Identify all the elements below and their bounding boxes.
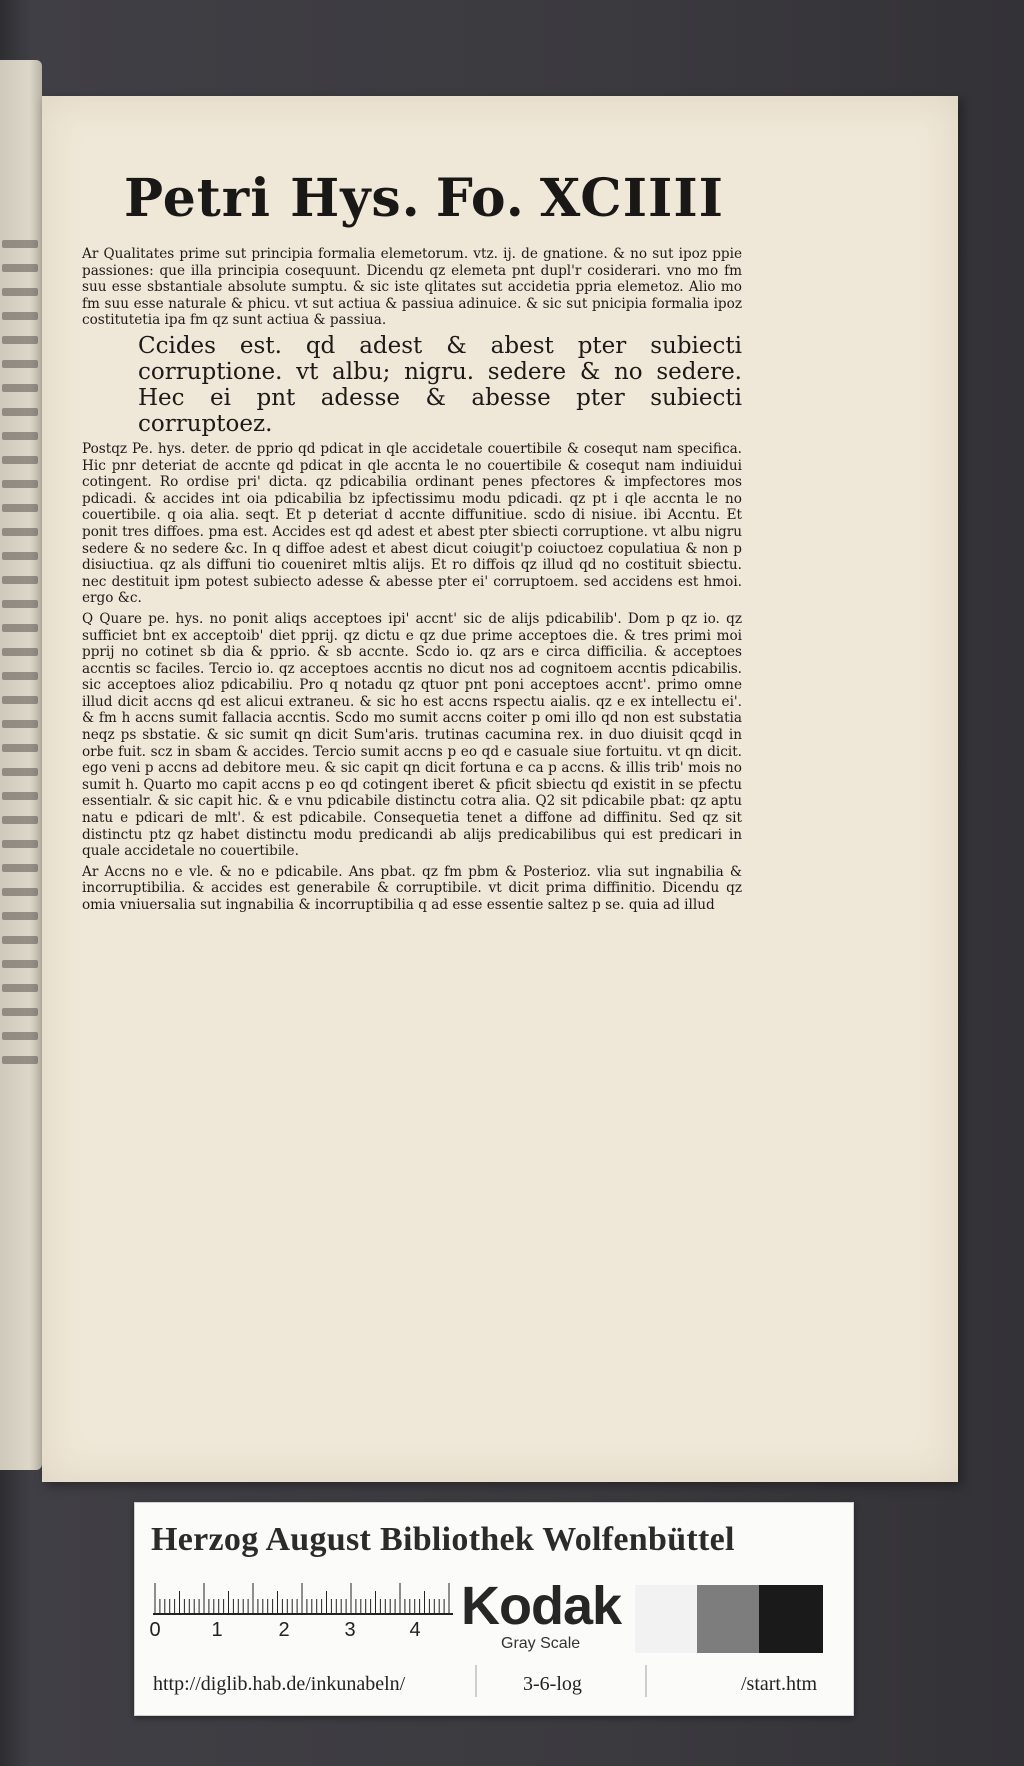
previous-page-edge (0, 60, 42, 1470)
url-base: http://diglib.hab.de/inkunabeln/ (153, 1673, 406, 1695)
body-text (82, 246, 742, 918)
color-target-card (134, 1502, 854, 1716)
url-divider (645, 1665, 647, 1697)
paragraph-postquam: Postqz Pe. hys. deter. de pprio qd pdicat in qle accidetale couertibile & cosequt nam specifica. Hic pnr deteriat de accnte qd pdicat in qle accnta le no couertibile & cosequt nam indiuidui cotingent. Ro ordise pri' dicta. qz pdicabilia ordinant penes pfectores & impfectores mos pdicadi. & accides int oia pdicabilia bz ipfectissimu modu pdicadi. qz pt i qle accnta le no couertibile. q oia alia. seqt. Et p deteriat d accnte diffunitiue. scdo di nisiue. ibi Accntu. Et ponit tres diffoes. pma est. Accides est qd adest et abest pter sbiecti corruptione. vt albu nigru sedere & no sedere &c. In q diffoe adest et abest dicut coiugit'p coiuctoez copulatiua & non p disiuctiua. qz als diffuni tio coueniret mltis alijs. Et ro diffois qz illud qd no costituit sbiectu. nec destituit ipm potest subiecto adesse & abesse pter ei' corruptoem. sed accidens est hmoi. ergo &c. (82, 440, 742, 607)
ruler-number: 3 (344, 1619, 356, 1641)
url-row (151, 1665, 841, 1701)
lemma-accidens: Ccides est. qd adest & abest pter subiecti corruptione. vt albu; nigru. sedere & no sedere. Hec ei pnt adesse & abesse pter subiecti corruptoez. (138, 332, 742, 437)
running-head-title: Petri Hys. (124, 168, 421, 229)
ruler-numbers (149, 1619, 453, 1641)
paragraph-quare: Q Quare pe. hys. no ponit aliqs acceptoes ipi' accnt' sic de alijs pdicabilib'. Dom p qz io. qz sufficiet bnt ex acceptoib' diet pprij. qz dictu e qz due prime acceptoes die. & tres primi moi pprij no cotinet sb dia & pprio. & sb accnte. Scdo io. qz ars e circa difficilia. & acceptoes accntis sc faciles. Tercio io. qz acceptoes accntis no dicut nos ad cognitoem accntis pdicabilis. sic acceptoes alioz pdicabiliu. Pro q notadu qz qtuor pnt poni acceptoes accnt'. primo omne illud dicit accns qd est alicui extraneu. & sic ho est accns rspectu aialis. qz e ex intellectu ei'. & fm h accns sumit fallacia accntis. Scdo mo sumit accns coiter p omi illo qd non est substatia neqz ps sbstatie. & sic sumit qn dicit Sum'aris. trutinas cacumina rex. in duo diuisit qcqd in orbe fuit. scz in sbam & accides. Tercio sumit accns p eo qd e casuale siue fortuitu. vt qn dicit. ego veni p accns ad debitore meu. & sic capit qn dicit fortuna e ca p accns. & illis trib' mois no sumit h. Quarto mo capit accns p eo qd cotingent iberet & pficit sbiectu qd existit in se pfectu essentialr. & sic capit hic. & e vnu pdicabile distinctu cotra alia. Q2 sit pdicabile pbat: qz aptu natu e pdicari de mlt'. & est pdicabile. Consequetia tenet a diffone ad diffinitu. Sed qz sit distinctu ptz qz habet distinctu modu predicandi ab alijs predicabilibus qui est predicari in quale accidetale no couertibile. (82, 610, 742, 860)
library-title: Herzog August Bibliothek Wolfenbüttel (151, 1521, 735, 1558)
ruler-number: 4 (409, 1619, 421, 1641)
folio-number: XCIIII (539, 168, 724, 229)
running-header (124, 168, 724, 229)
gray-scale-label: Gray Scale (501, 1635, 581, 1652)
white-patch (635, 1585, 697, 1653)
folio-abbreviation: Fo. (435, 168, 525, 229)
kodak-logo: Kodak (461, 1576, 622, 1636)
mid-gray-patch (697, 1585, 759, 1653)
ruler-number: 0 (149, 1619, 161, 1641)
black-patch (759, 1585, 823, 1653)
url-end: /start.htm (741, 1673, 818, 1695)
ruler-ticks (153, 1581, 453, 1613)
url-divider (475, 1665, 477, 1697)
url-identifier: 3-6-log (523, 1673, 582, 1695)
measurement-ruler (153, 1581, 453, 1615)
ruler-number: 2 (278, 1619, 290, 1641)
manuscript-page (42, 96, 958, 1482)
paragraph-qualitates: Ar Qualitates prime sut principia formalia elemetorum. vtz. ij. de gnatione. & no sut ipoz ppie passiones: que illa principia cosequunt. Dicendu qz elemeta pnt dupl'r cosiderari. vno mo fm suu esse sbstantiale absolute sumptu. & sic iste qlitates sut accidetia ppria elemetoz. Alio mo fm suu esse naturale & phicu. vt sut actiua & passiua adinuice. & sic sut pnicipia formalia ipoz costitutetia ipa fm qz sunt actiua & passiua. (82, 246, 742, 329)
paragraph-accns: Ar Accns no e vle. & no e pdicabile. Ans pbat. qz fm pbm & Posterioz. vlia sut ingnabilia & incorruptibilia. & accides est generabile & corruptibile. vt dicit prima diffinitio. Dicendu qz omia vniuersalia sut ingnabilia & incorruptibilia q ad esse essentie saltez p se. quia ad illud (82, 863, 742, 913)
ruler-number: 1 (211, 1619, 223, 1641)
previous-page-text-fragments (2, 240, 38, 1080)
